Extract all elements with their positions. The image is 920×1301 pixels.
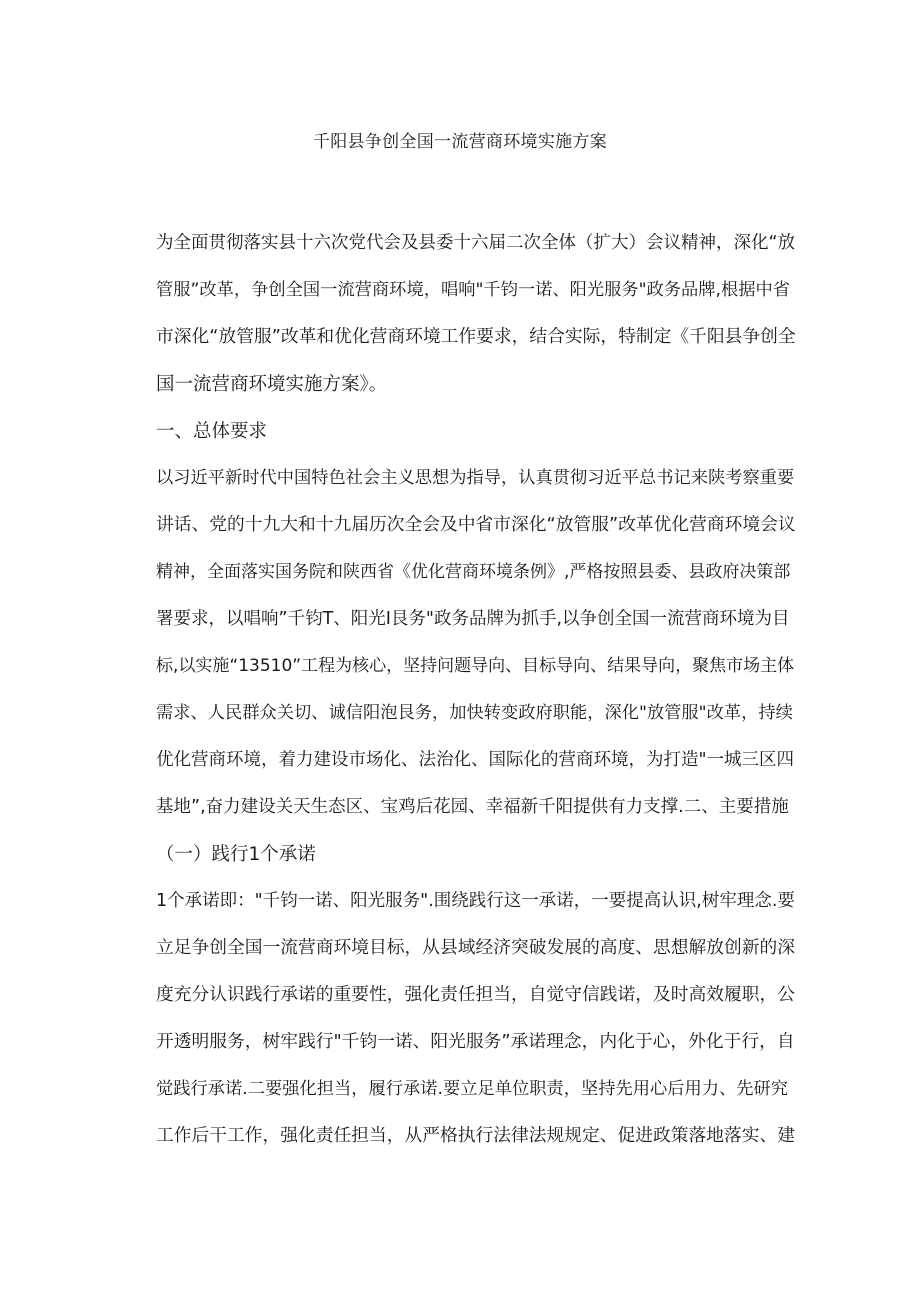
body-line: 标,以实施“13510”工程为核心，坚持问题导向、目标导向、结果导向，聚焦市场主体 [156, 656, 795, 676]
subsection-heading: （一）践行1个承诺 [156, 844, 316, 865]
body-line: 以习近平新时代中国特色社会主义思想为指导，认真贯彻习近平总书记来陕考察重要 [156, 468, 795, 488]
body-line: 国一流营商环境实施方案》。 [156, 374, 388, 395]
document-body [156, 220, 796, 1160]
body-line: 基地”,奋力建设关天生态区、宝鸡后花园、幸福新千阳提供有力支撑.二、主要措施 [156, 797, 789, 817]
body-line: 工作后干工作，强化责任担当，从严格执行法律法规规定、促进政策落地落实、建 [156, 1126, 796, 1146]
body-line: 署要求，以唱响”千钧T、阳光I艮务"政务品牌为抓手,以争创全国一流营商环境为目 [156, 609, 790, 629]
body-line: 市深化“放管服”改革和优化营商环境工作要求，结合实际，特制定《千阳县争创全 [156, 327, 796, 347]
section-heading: 一、总体要求 [156, 421, 268, 442]
body-line: 开透明服务，树牢践行"千钧一诺、阳光服务”承诺理念，内化于心，外化于行，自 [156, 1032, 795, 1052]
body-line: 管服”改革，争创全国一流营商环境，唱响"千钧一诺、阳光服务"政务品牌,根据中省 [156, 280, 791, 300]
body-line: 讲话、党的十九大和十九届历次全会及中省市深化“放管服”改革优化营商环境会议 [156, 515, 796, 535]
body-line: 精神，全面落实国务院和陕西省《优化营商环境条例》,严格按照县委、县政府决策部 [156, 562, 791, 582]
body-line: 1个承诺即："千钧一诺、阳光服务".围绕践行这一承诺，一要提高认识,树牢理念.要 [156, 891, 795, 911]
body-line: 优化营商环境，着力建设市场化、法治化、国际化的营商环境，为打造"一城三区四 [156, 750, 795, 770]
body-line: 需求、人民群众关切、诚信阳泡艮务，加快转变政府职能，深化"放管服"改革，持续 [156, 703, 793, 723]
body-line: 为全面贯彻落实县十六次党代会及县委十六届二次全体（扩大）会议精神，深化“放 [156, 233, 796, 253]
document-title: 千阳县争创全国一流营商环境实施方案 [312, 132, 608, 152]
body-line: 立足争创全国一流营商环境目标，从县域经济突破发展的高度、思想解放创新的深 [156, 938, 796, 958]
body-line: 觉践行承诺.二要强化担当，履行承诺.要立足单位职责，坚持先用心后用力、先研究 [156, 1079, 788, 1099]
body-line: 度充分认识践行承诺的重要性，强化责任担当，自觉守信践诺，及时高效履职，公 [156, 985, 796, 1005]
